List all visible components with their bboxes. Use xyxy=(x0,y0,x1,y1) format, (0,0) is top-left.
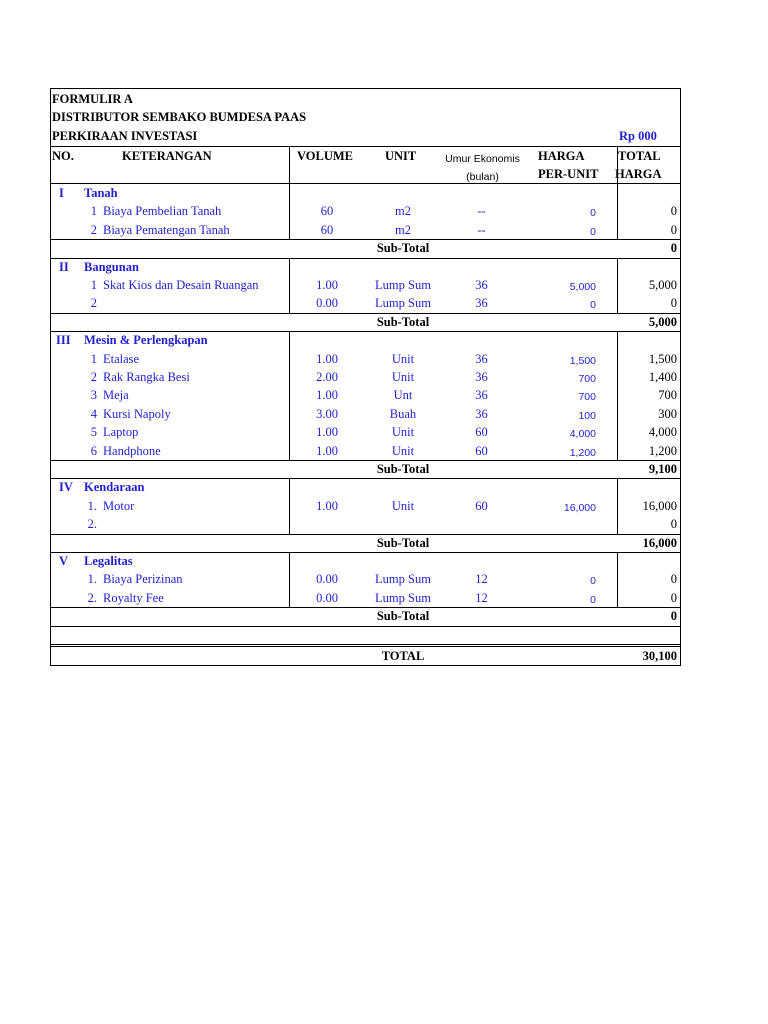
section-col-divider xyxy=(617,258,618,313)
item-description: Kursi Napoly xyxy=(103,406,171,421)
subtotal-label: Sub-Total xyxy=(376,609,430,624)
form-title: FORMULIR A xyxy=(52,92,133,106)
item-volume: 1.00 xyxy=(316,388,338,403)
item-description: Handphone xyxy=(103,443,161,458)
subtotal-label: Sub-Total xyxy=(376,241,430,256)
subtotal-value: 5,000 xyxy=(648,314,677,329)
section-number: II xyxy=(59,259,69,274)
section-number: III xyxy=(56,333,71,348)
item-total: 1,200 xyxy=(648,443,677,458)
item-total: 0 xyxy=(670,572,677,587)
item-harga: 700 xyxy=(578,391,596,404)
item-volume: 60 xyxy=(320,222,334,237)
item-total: 0 xyxy=(670,517,677,532)
item-umur: 60 xyxy=(475,425,488,440)
item-description: Meja xyxy=(103,388,129,403)
col-harga-header: HARGA xyxy=(538,149,585,163)
item-description: Biaya Pematengan Tanah xyxy=(103,222,230,237)
subtotal-label: Sub-Total xyxy=(376,462,430,476)
item-volume: 0.00 xyxy=(316,296,338,311)
item-total: 0 xyxy=(670,204,677,219)
item-volume: 1.00 xyxy=(316,443,338,458)
item-umur: 36 xyxy=(475,370,488,384)
item-number: 1. xyxy=(87,498,97,513)
item-unit: Lump Sum xyxy=(375,278,431,292)
item-description: Rak Rangka Besi xyxy=(103,370,190,384)
item-total: 0 xyxy=(670,590,677,605)
item-harga: 4,000 xyxy=(569,428,596,441)
item-number: 4 xyxy=(90,406,97,421)
section-col-divider xyxy=(289,478,290,533)
item-number: 2. xyxy=(87,590,97,605)
section-number: V xyxy=(59,554,69,568)
item-unit: m2 xyxy=(395,222,411,237)
item-volume: 1.00 xyxy=(316,351,338,366)
item-volume: 1.00 xyxy=(316,278,338,292)
section-title: Kendaraan xyxy=(84,480,145,495)
item-harga: 0 xyxy=(590,593,596,606)
item-umur: 36 xyxy=(475,351,488,366)
item-volume: 2.00 xyxy=(316,370,338,384)
subtotal-bottom-rule xyxy=(51,258,680,259)
item-umur: 12 xyxy=(475,590,488,605)
item-harga: 1,500 xyxy=(569,354,596,367)
item-total: 4,000 xyxy=(648,425,677,440)
item-number: 2 xyxy=(90,222,97,237)
item-unit: m2 xyxy=(395,204,411,219)
item-umur: 36 xyxy=(475,406,488,421)
item-description: Etalase xyxy=(103,351,140,366)
item-unit: Lump Sum xyxy=(375,296,431,311)
col-umur-header: Umur Ekonomis xyxy=(445,153,520,165)
section-col-divider xyxy=(289,258,290,313)
item-total: 0 xyxy=(670,296,677,311)
item-total: 700 xyxy=(658,388,677,403)
subtotal-bottom-rule xyxy=(51,478,680,479)
item-unit: Buah xyxy=(389,406,417,421)
grand-total-label: TOTAL xyxy=(381,649,425,663)
item-unit: Lump Sum xyxy=(375,572,431,587)
report-title: PERKIRAAN INVESTASI xyxy=(52,129,198,143)
col-total-header: TOTAL xyxy=(618,149,661,163)
item-total: 300 xyxy=(658,406,677,421)
section-number: I xyxy=(59,186,64,200)
section-col-divider xyxy=(289,184,290,239)
item-unit: Unit xyxy=(391,370,415,384)
item-harga: 0 xyxy=(590,207,596,220)
col-volume-header: VOLUME xyxy=(297,149,353,163)
item-number: 1 xyxy=(90,351,97,366)
item-volume: 0.00 xyxy=(316,590,338,605)
section-col-divider xyxy=(289,331,290,460)
item-description: Skat Kios dan Desain Ruangan xyxy=(103,278,259,292)
item-number: 1. xyxy=(87,572,97,587)
item-number: 5 xyxy=(90,425,97,440)
header-col-divider xyxy=(617,146,618,183)
section-col-divider xyxy=(617,478,618,533)
item-number: 2 xyxy=(90,296,97,311)
subtotal-label: Sub-Total xyxy=(376,314,430,329)
subtotal-bottom-rule xyxy=(51,626,680,627)
item-unit: Lump Sum xyxy=(375,590,431,605)
item-unit: Unit xyxy=(391,351,415,366)
section-number: IV xyxy=(59,480,73,495)
item-description: Motor xyxy=(103,498,135,513)
item-number: 2. xyxy=(87,517,97,532)
item-harga: 1,200 xyxy=(569,446,596,459)
subtotal-value: 0 xyxy=(670,241,677,256)
total-top-rule xyxy=(51,644,680,645)
item-description: Royalty Fee xyxy=(103,590,164,605)
item-unit: Unit xyxy=(391,425,415,440)
item-umur: 12 xyxy=(475,572,488,587)
item-total: 0 xyxy=(670,222,677,237)
item-harga: 0 xyxy=(590,299,596,312)
grand-total-value: 30,100 xyxy=(642,649,677,663)
item-harga: 0 xyxy=(590,575,596,588)
item-description: Biaya Perizinan xyxy=(103,572,183,587)
item-description: Laptop xyxy=(103,425,139,440)
item-number: 1 xyxy=(90,204,97,219)
item-number: 1 xyxy=(90,278,97,292)
subtotal-value: 0 xyxy=(670,609,677,624)
item-total: 1,400 xyxy=(648,370,677,384)
header-bottom-rule xyxy=(51,183,680,184)
item-harga: 16,000 xyxy=(563,501,596,514)
item-volume: 1.00 xyxy=(316,425,338,440)
item-harga: 5,000 xyxy=(569,281,596,293)
col-harga-subheader: PER-UNIT xyxy=(538,167,599,181)
item-volume: 1.00 xyxy=(316,498,338,513)
item-unit: Unt xyxy=(393,388,413,403)
item-description: Biaya Pembelian Tanah xyxy=(103,204,222,219)
item-volume: 3.00 xyxy=(316,406,338,421)
section-title: Legalitas xyxy=(84,554,133,568)
subtotal-value: 9,100 xyxy=(648,462,677,476)
investment-form-sheet xyxy=(50,88,681,666)
section-title: Bangunan xyxy=(84,259,139,274)
currency-unit: Rp 000 xyxy=(619,129,657,143)
item-total: 5,000 xyxy=(648,278,677,292)
item-umur: -- xyxy=(477,204,486,219)
item-number: 2 xyxy=(90,370,97,384)
company-name: DISTRIBUTOR SEMBAKO BUMDESA PAAS xyxy=(52,110,307,124)
item-harga: 700 xyxy=(578,373,596,385)
subtotal-bottom-rule xyxy=(51,552,680,553)
item-umur: 60 xyxy=(475,443,488,458)
item-umur: 36 xyxy=(475,278,488,292)
item-harga: 0 xyxy=(590,225,596,238)
item-total: 1,500 xyxy=(648,351,677,366)
col-unit-header: UNIT xyxy=(385,149,417,163)
item-umur: -- xyxy=(477,222,486,237)
item-umur: 36 xyxy=(475,388,488,403)
section-title: Mesin & Perlengkapan xyxy=(84,333,208,348)
col-umur-subheader: (bulan) xyxy=(466,171,499,183)
item-volume: 60 xyxy=(320,204,334,219)
col-total-subheader: HARGA xyxy=(615,167,662,181)
section-col-divider xyxy=(289,552,290,607)
item-umur: 36 xyxy=(475,296,488,311)
section-col-divider xyxy=(617,331,618,460)
item-number: 3 xyxy=(90,388,97,403)
item-unit: Unit xyxy=(391,443,415,458)
header-col-divider xyxy=(289,146,290,183)
subtotal-label: Sub-Total xyxy=(376,535,430,550)
item-total: 16,000 xyxy=(642,498,677,513)
item-harga: 100 xyxy=(578,409,596,422)
item-umur: 60 xyxy=(475,498,488,513)
item-unit: Unit xyxy=(391,498,415,513)
item-number: 6 xyxy=(90,443,97,458)
item-volume: 0.00 xyxy=(316,572,338,587)
subtotal-value: 16,000 xyxy=(642,535,677,550)
section-title: Tanah xyxy=(84,186,118,200)
col-keterangan-header: KETERANGAN xyxy=(122,149,212,163)
col-no-header: NO. xyxy=(52,149,74,163)
section-col-divider xyxy=(617,552,618,607)
section-col-divider xyxy=(617,184,618,239)
